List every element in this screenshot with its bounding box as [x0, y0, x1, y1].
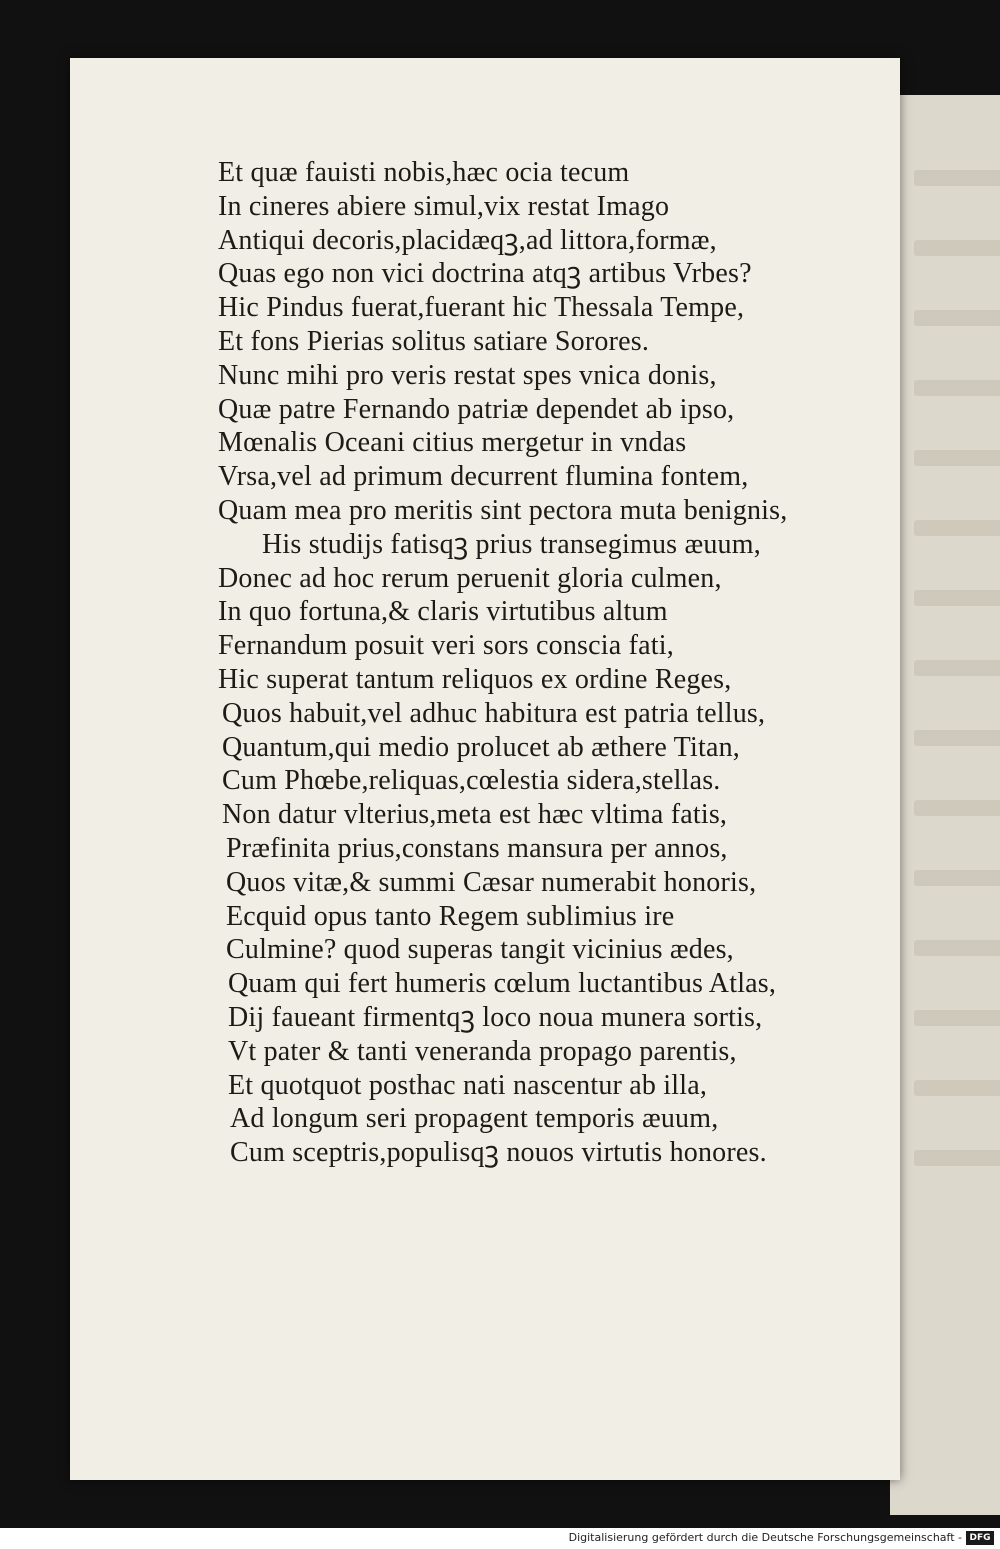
verse-line: Et quotquot posthac nati nascentur ab illa, [228, 1069, 708, 1101]
verse-line: Quas ego non vici doctrina atqꝫ artibus Vrbes? [218, 258, 752, 290]
facing-page-bleed-text [914, 870, 1000, 886]
verse-line: Nunc mihi pro veris restat spes vnica donis, [218, 359, 717, 391]
verse-line: Donec ad hoc rerum peruenit gloria culmen, [218, 562, 722, 594]
facing-page-bleed-text [914, 380, 1000, 396]
facing-page-bleed-text [914, 730, 1000, 746]
verse-line: Vrsa,vel ad primum decurrent flumina fontem, [218, 461, 749, 493]
verse-line: Dij faueant firmentqꝫ loco noua munera sortis, [228, 1001, 763, 1033]
verse-line: In quo fortuna,& claris virtutibus altum [218, 596, 668, 628]
verse-line: Præfinita prius,constans mansura per annos, [226, 832, 728, 864]
facing-page-bleed-text [914, 800, 1000, 816]
verse-line: Mœnalis Oceani citius mergetur in vndas [218, 427, 687, 459]
verse-line: Quæ patre Fernando patriæ dependet ab ipso, [218, 393, 735, 425]
verse-line: Cum sceptris,populisqꝫ nouos virtutis honores. [230, 1137, 767, 1169]
dfg-logo: DFG [966, 1531, 994, 1545]
facing-page-bleed-text [914, 1010, 1000, 1026]
book-page [70, 58, 900, 1480]
verse-line: Quam qui fert humeris cœlum luctantibus Atlas, [228, 968, 777, 1000]
facing-page-bleed-text [914, 240, 1000, 256]
verse-line: Cum Phœbe,reliquas,cœlestia sidera,stellas. [222, 765, 721, 797]
digitization-footer [0, 1528, 1000, 1549]
verse-line: Non datur vlterius,meta est hæc vltima fatis, [222, 799, 728, 831]
verse-line: Ecquid opus tanto Regem sublimius ire [226, 900, 675, 932]
verse-line: Vt pater & tanti veneranda propago parentis, [228, 1035, 737, 1067]
verse-line: Ad longum seri propagent temporis æuum, [230, 1103, 719, 1135]
verse-line: Quos habuit,vel adhuc habitura est patria tellus, [222, 697, 766, 729]
facing-page-bleed-text [914, 940, 1000, 956]
verse-line: Hic Pindus fuerat,fuerant hic Thessala Tempe, [218, 292, 745, 324]
verse-line: Fernandum posuit veri sors conscia fati, [218, 630, 674, 662]
facing-page-bleed-text [914, 660, 1000, 676]
funding-notice: Digitalisierung gefördert durch die Deutsche Forschungsgemeinschaft - [568, 1531, 962, 1544]
verse-line: His studijs fatisqꝫ prius transegimus æuum, [262, 528, 761, 560]
verse-line: Et fons Pierias solitus satiare Sorores. [218, 325, 650, 357]
verse-line: In cineres abiere simul,vix restat Imago [218, 190, 670, 222]
verse-line: Quos vitæ,& summi Cæsar numerabit honoris, [226, 866, 757, 898]
facing-page-bleed-text [914, 170, 1000, 186]
verse-line: Culmine? quod superas tangit vicinius ædes, [226, 934, 734, 966]
facing-page-bleed-text [914, 520, 1000, 536]
facing-page-bleed-text [914, 1150, 1000, 1166]
verse-line: Hic superat tantum reliquos ex ordine Reges, [218, 663, 732, 695]
verse-line: Antiqui decoris,placidæqꝫ,ad littora,formæ, [218, 224, 717, 256]
verse-line: Et quæ fauisti nobis,hæc ocia tecum [218, 157, 630, 188]
facing-page-bleed-text [914, 310, 1000, 326]
facing-page-bleed-text [914, 450, 1000, 466]
verse-line: Quantum,qui medio prolucet ab æthere Titan, [222, 731, 740, 763]
facing-page-edge [890, 95, 1000, 1515]
verse-line: Quam mea pro meritis sint pectora muta benignis, [218, 494, 788, 526]
verse-block [218, 156, 898, 1170]
facing-page-bleed-text [914, 1080, 1000, 1096]
facing-page-bleed-text [914, 590, 1000, 606]
